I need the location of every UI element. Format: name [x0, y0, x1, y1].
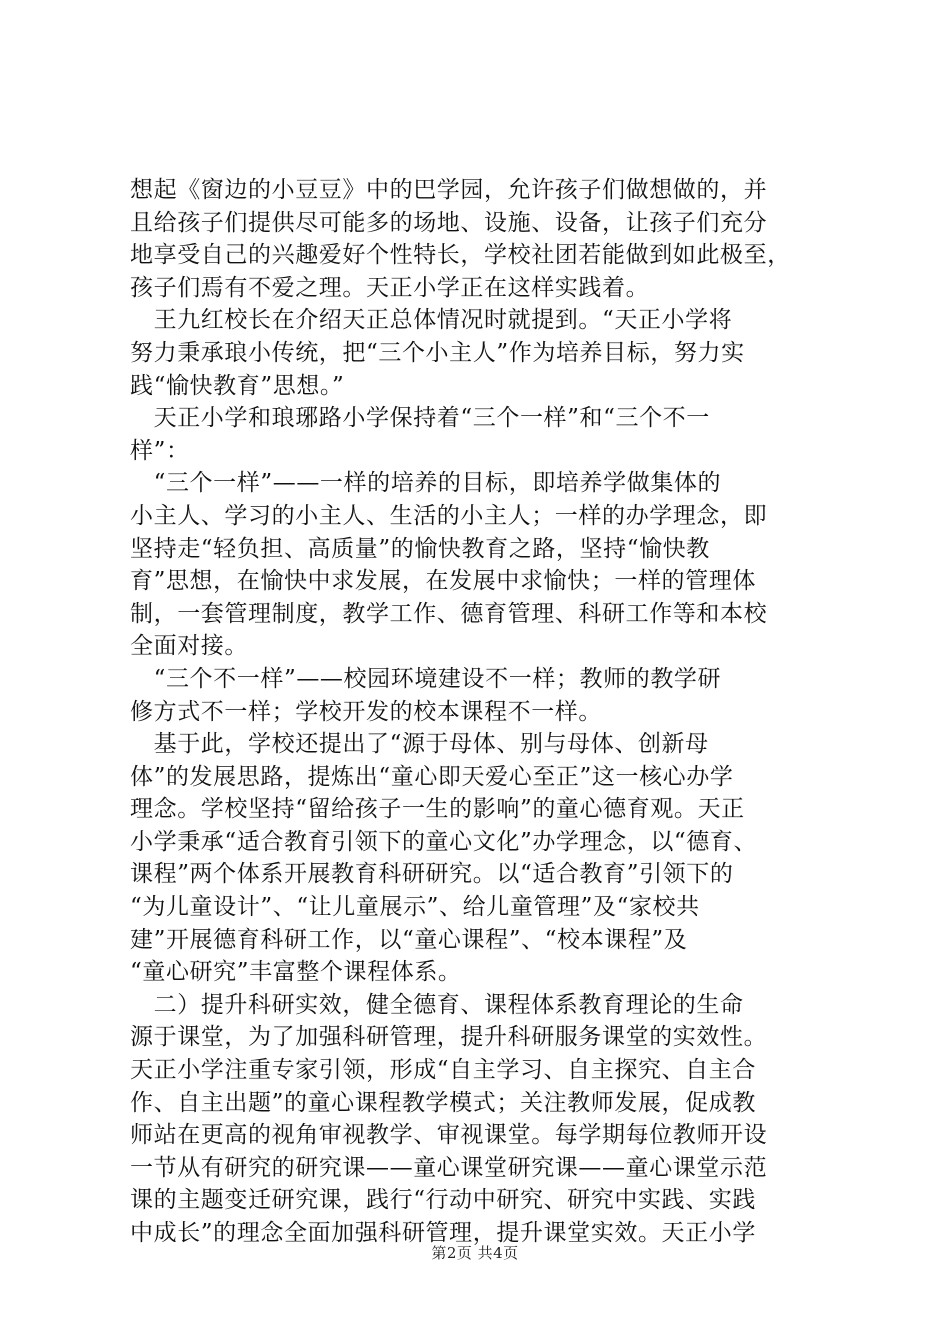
- text-line: 一节从有研究的研究课——童心课堂研究课——童心课堂示范: [130, 1154, 768, 1181]
- text-line: 地享受自己的兴趣爱好个性特长，学校社团若能做到如此极至，: [130, 242, 791, 269]
- text-line: 理念。学校坚持“留给孩子一生的影响”的童心德育观。天正: [130, 796, 745, 823]
- text-line: 体”的发展思路，提炼出“童心即天爱心至正”这一核心办学: [130, 763, 734, 790]
- text-line: 王九红校长在介绍天正总体情况时就提到。“天正小学将: [130, 307, 733, 334]
- text-line: 作、自主出题”的童心课程教学模式；关注教师发展，促成教: [130, 1089, 756, 1116]
- text-line: 课的主题变迁研究课，践行“行动中研究、研究中实践、实践: [130, 1187, 756, 1214]
- text-line: 天正小学和琅琊路小学保持着“三个一样”和“三个不一: [130, 405, 710, 432]
- text-line: 全面对接。: [130, 633, 248, 660]
- text-line: 源于课堂，为了加强科研管理，提升科研服务课堂的实效性。: [130, 1024, 768, 1051]
- text-line: 二）提升科研实效，健全德育、课程体系教育理论的生命: [130, 991, 744, 1018]
- text-line: 课程”两个体系开展教育科研研究。以“适合教育”引领下的: [130, 861, 734, 888]
- text-line: 天正小学注重专家引领，形成“自主学习、自主探究、自主合: [130, 1057, 756, 1084]
- text-line: 中成长”的理念全面加强科研管理，提升课堂实效。天正小学: [130, 1220, 756, 1246]
- text-line: 修方式不一样；学校开发的校本课程不一样。: [130, 698, 602, 725]
- text-line: 建”开展德育科研工作，以“童心课程”、“校本课程”及: [130, 926, 688, 953]
- text-line: “童心研究”丰富整个课程体系。: [130, 959, 462, 986]
- text-line: 且给孩子们提供尽可能多的场地、设施、设备，让孩子们充分: [130, 209, 768, 236]
- text-line: 坚持走“轻负担、高质量”的愉快教育之路，坚持“愉快教: [130, 535, 710, 562]
- text-line: 制，一套管理制度，教学工作、德育管理、科研工作等和本校: [130, 600, 768, 627]
- page-footer: 第2页 共4页: [431, 1244, 519, 1262]
- text-line: 育”思想，在愉快中求发展，在发展中求愉快；一样的管理体: [130, 568, 756, 595]
- text-line: 践“愉快教育”思想。”: [130, 372, 345, 399]
- text-line: 孩子们焉有不爱之理。天正小学正在这样实践着。: [130, 274, 650, 301]
- text-line: “三个一样”——一样的培养的目标，即培养学做集体的: [130, 470, 722, 497]
- text-line: 小主人、学习的小主人、生活的小主人；一样的办学理念，即: [130, 502, 768, 529]
- text-line: “为儿童设计”、“让儿童展示”、给儿童管理”及“家校共: [130, 894, 700, 921]
- text-line: “三个不一样”——校园环境建设不一样；教师的教学研: [130, 665, 722, 692]
- text-line: 师站在更高的视角审视教学、审视课堂。每学期每位教师开设: [130, 1122, 768, 1149]
- text-line: 样”：: [130, 437, 190, 464]
- text-line: 基于此，学校还提出了“源于母体、别与母体、创新母: [130, 731, 709, 758]
- document-body: [130, 174, 830, 1250]
- text-line: 想起《窗边的小豆豆》中的巴学园，允许孩子们做想做的，并: [130, 177, 768, 203]
- text-line: 努力秉承琅小传统，把“三个小主人”作为培养目标，努力实: [130, 339, 745, 366]
- text-line: 小学秉承“适合教育引领下的童心文化”办学理念，以“德育、: [130, 828, 758, 855]
